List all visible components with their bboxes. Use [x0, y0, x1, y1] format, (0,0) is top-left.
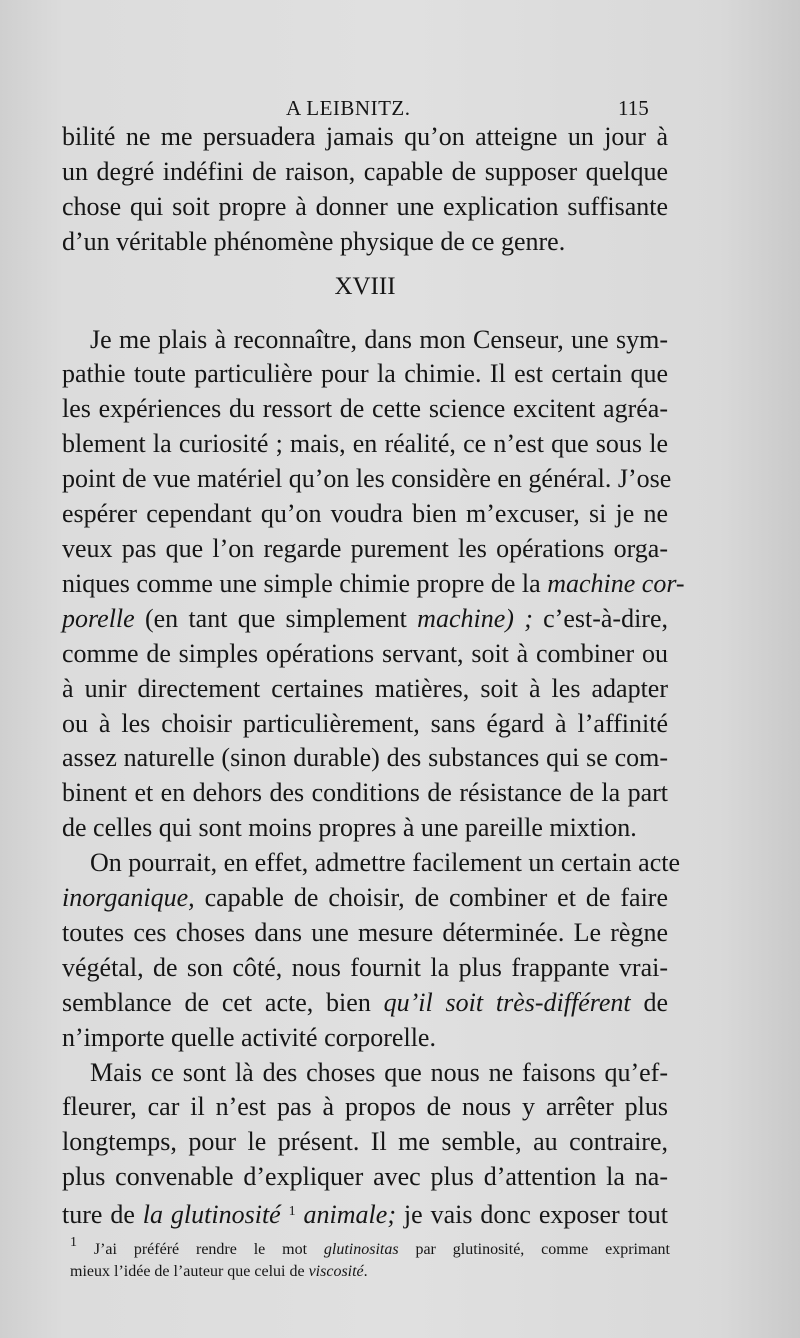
- paragraph-3: [62, 846, 681, 1055]
- footnote-line: [70, 1232, 670, 1261]
- text-run: par glutinosité, comme exprimant: [398, 1241, 670, 1258]
- section-heading: XVIII: [334, 272, 396, 300]
- text-line: d’un véritable phénomène physique de ce genre.: [62, 226, 566, 256]
- text-line: de celles qui sont moins propres à une pareille mixtion.: [62, 813, 637, 843]
- italic-run: inorganique,: [62, 883, 195, 913]
- text-run: niques comme une simple chimie propre de la: [62, 568, 548, 598]
- italic-run: machine) ;: [417, 603, 533, 633]
- text-run: c’est-à-dire,: [532, 603, 669, 633]
- text-line: On pourrait, en effet, admettre facilement un certain acte: [90, 848, 681, 878]
- italic-run: machine cor-: [547, 568, 685, 598]
- text-line: [62, 567, 685, 602]
- text-run: .: [363, 1263, 368, 1280]
- text-line: ou à les choisir particulièrement, sans égard à l’affinité: [62, 708, 668, 738]
- text-line: veux pas que l’on regarde purement les opérations orga-: [62, 533, 668, 563]
- italic-run: porelle: [62, 603, 135, 633]
- text-line: espérer cependant qu’on voudra bien m’excuser, si je ne: [62, 499, 668, 529]
- text-line: [62, 602, 668, 637]
- text-run: mieux l’idée de l’auteur que celui de: [70, 1263, 309, 1280]
- text-line: toutes ces choses dans une mesure déterminée. Le règne: [62, 917, 668, 947]
- footnote-ref: 1: [288, 1204, 296, 1220]
- running-title: A LEIBNITZ.: [286, 96, 411, 120]
- text-run: J’ai préféré rendre le mot: [77, 1241, 324, 1258]
- text-line: binent et en dehors des conditions de résistance de la part: [62, 778, 668, 808]
- text-run: semblance de cet acte, bien: [62, 987, 384, 1017]
- text-run: ture de: [62, 1200, 143, 1230]
- text-line: assez naturelle (sinon durable) des substances qui se com-: [62, 743, 668, 773]
- text-line: un degré indéfini de raison, capable de supposer quelque: [62, 156, 668, 186]
- text-line: à unir directement certaines matières, soit à les adapter: [62, 673, 668, 703]
- text-line: chose qui soit propre à donner une explication suffisante: [62, 191, 668, 221]
- italic-run: viscosité: [308, 1263, 364, 1280]
- text-line: n’importe quelle activité corporelle.: [62, 1022, 436, 1052]
- text-run: capable de choisir, de combiner et de faire: [194, 883, 668, 913]
- text-line: pathie toute particulière pour la chimie. Il est certain que: [62, 359, 668, 389]
- text-run: je vais donc exposer tout: [395, 1200, 669, 1230]
- text-line: les expériences du ressort de cette science excitent agréa-: [62, 394, 668, 424]
- italic-run: la glutinosité: [142, 1200, 281, 1230]
- italic-run: animale;: [295, 1200, 396, 1230]
- text-run: de: [630, 987, 668, 1017]
- text-line: bilité ne me persuadera jamais qu’on atteigne un jour à: [62, 122, 668, 151]
- footnote-line: [70, 1261, 670, 1283]
- text-line: Mais ce sont là des choses que nous ne faisons qu’ef-: [90, 1057, 668, 1087]
- page-number: 115: [618, 96, 649, 120]
- paragraph-2: [62, 323, 685, 847]
- paragraph-1: [62, 120, 668, 260]
- body-text: [62, 120, 685, 1233]
- text-line: [62, 1195, 668, 1233]
- text-line: point de vue matériel qu’on les considère en général. J’ose: [62, 464, 672, 494]
- paragraph-4: [62, 1056, 668, 1234]
- footnote: [70, 1232, 670, 1283]
- text-line: fleurer, car il n’est pas à propos de nous y arrêter plus: [62, 1092, 668, 1122]
- text-line: longtemps, pour le présent. Il me semble, au contraire,: [62, 1127, 668, 1157]
- italic-run: glutinositas: [323, 1241, 399, 1258]
- text-run: (en tant que simplement: [134, 603, 418, 633]
- text-line: comme de simples opérations servant, soit à combiner ou: [62, 638, 668, 668]
- text-line: Je me plais à reconnaître, dans mon Censeur, une sym-: [90, 324, 668, 354]
- text-line: plus convenable d’expliquer avec plus d’attention la na-: [62, 1162, 668, 1192]
- italic-run: qu’il soit très-différent: [383, 987, 631, 1017]
- footnote-marker: 1: [70, 1235, 77, 1250]
- text-line: végétal, de son côté, nous fournit la plus frappante vrai-: [62, 952, 668, 982]
- text-line: [62, 881, 668, 916]
- text-line: [62, 986, 668, 1021]
- text-line: blement la curiosité ; mais, en réalité, ce n’est que sous le: [62, 429, 668, 459]
